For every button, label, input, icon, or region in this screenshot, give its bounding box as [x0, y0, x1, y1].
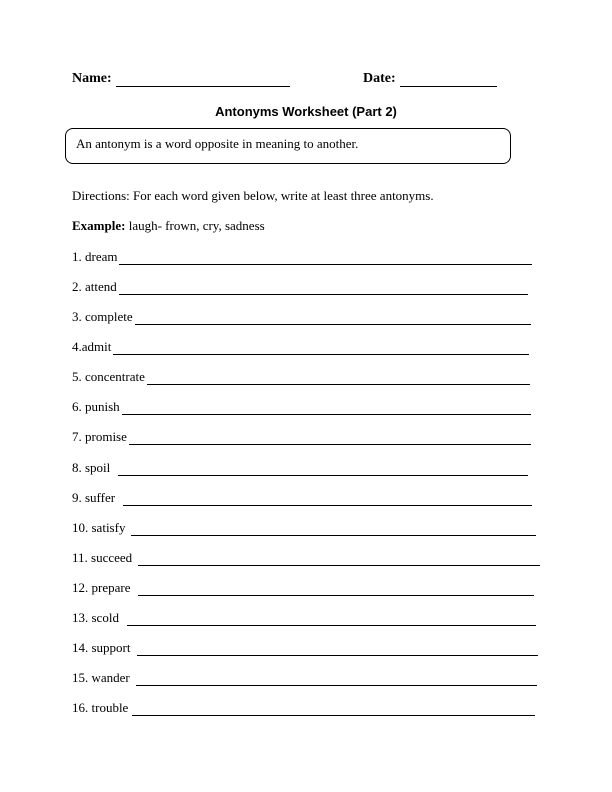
worksheet-item — [72, 277, 528, 295]
answer-line[interactable] — [129, 430, 531, 445]
answer-line[interactable] — [137, 641, 539, 656]
worksheet-item — [72, 608, 536, 626]
item-label: 16. trouble — [72, 700, 129, 715]
worksheet-item — [72, 397, 531, 415]
item-label: 9. suffer — [72, 490, 116, 505]
item-label: 10. satisfy — [72, 520, 126, 535]
answer-line[interactable] — [138, 581, 534, 596]
worksheet-item — [72, 247, 532, 265]
worksheet-item — [72, 427, 531, 445]
name-input-line[interactable] — [116, 72, 290, 87]
date-label: Date: — [363, 71, 396, 86]
answer-line[interactable] — [138, 551, 540, 566]
item-label: 11. succeed — [72, 550, 133, 565]
definition-text: An antonym is a word opposite in meaning to another. — [76, 136, 359, 151]
name-field — [72, 71, 290, 87]
answer-line[interactable] — [131, 521, 536, 536]
worksheet-item — [72, 488, 532, 506]
directions-text: Directions: For each word given below, write at least three antonyms. — [72, 188, 434, 203]
item-label: 3. complete — [72, 309, 133, 324]
name-label: Name: — [72, 71, 112, 86]
answer-line[interactable] — [132, 701, 535, 716]
item-label: 14. support — [72, 640, 131, 655]
worksheet-item — [72, 578, 534, 596]
example — [72, 218, 265, 234]
answer-line[interactable] — [147, 370, 530, 385]
answer-line[interactable] — [113, 340, 529, 355]
item-label: 13. scold — [72, 610, 119, 625]
item-label: 5. concentrate — [72, 369, 145, 384]
item-label: 7. promise — [72, 429, 127, 444]
answer-line[interactable] — [122, 400, 531, 415]
date-field — [363, 71, 497, 87]
answer-line[interactable] — [123, 491, 532, 506]
item-label: 8. spoil — [72, 460, 111, 475]
answer-line[interactable] — [119, 280, 528, 295]
definition-box — [65, 128, 511, 164]
item-label: 15. wander — [72, 670, 130, 685]
worksheet-item — [72, 518, 536, 536]
item-label: 12. prepare — [72, 580, 131, 595]
worksheet-item — [72, 458, 528, 476]
worksheet-item — [72, 307, 531, 325]
example-text: laugh- frown, cry, sadness — [125, 218, 265, 233]
worksheet-item — [72, 337, 529, 355]
page-title: Antonyms Worksheet (Part 2) — [215, 104, 397, 119]
item-label: 1. dream — [72, 249, 118, 264]
worksheet-item — [72, 698, 535, 716]
answer-line[interactable] — [127, 611, 536, 626]
item-label: 2. attend — [72, 279, 117, 294]
item-label: 4.admit — [72, 339, 112, 354]
date-input-line[interactable] — [400, 72, 497, 87]
item-label: 6. punish — [72, 399, 120, 414]
worksheet-item — [72, 668, 537, 686]
worksheet-item — [72, 638, 538, 656]
answer-line[interactable] — [119, 250, 532, 265]
worksheet-item — [72, 367, 530, 385]
worksheet-item — [72, 548, 540, 566]
example-label: Example: — [72, 218, 126, 233]
answer-line[interactable] — [136, 671, 537, 686]
answer-line[interactable] — [135, 310, 531, 325]
answer-line[interactable] — [118, 461, 528, 476]
